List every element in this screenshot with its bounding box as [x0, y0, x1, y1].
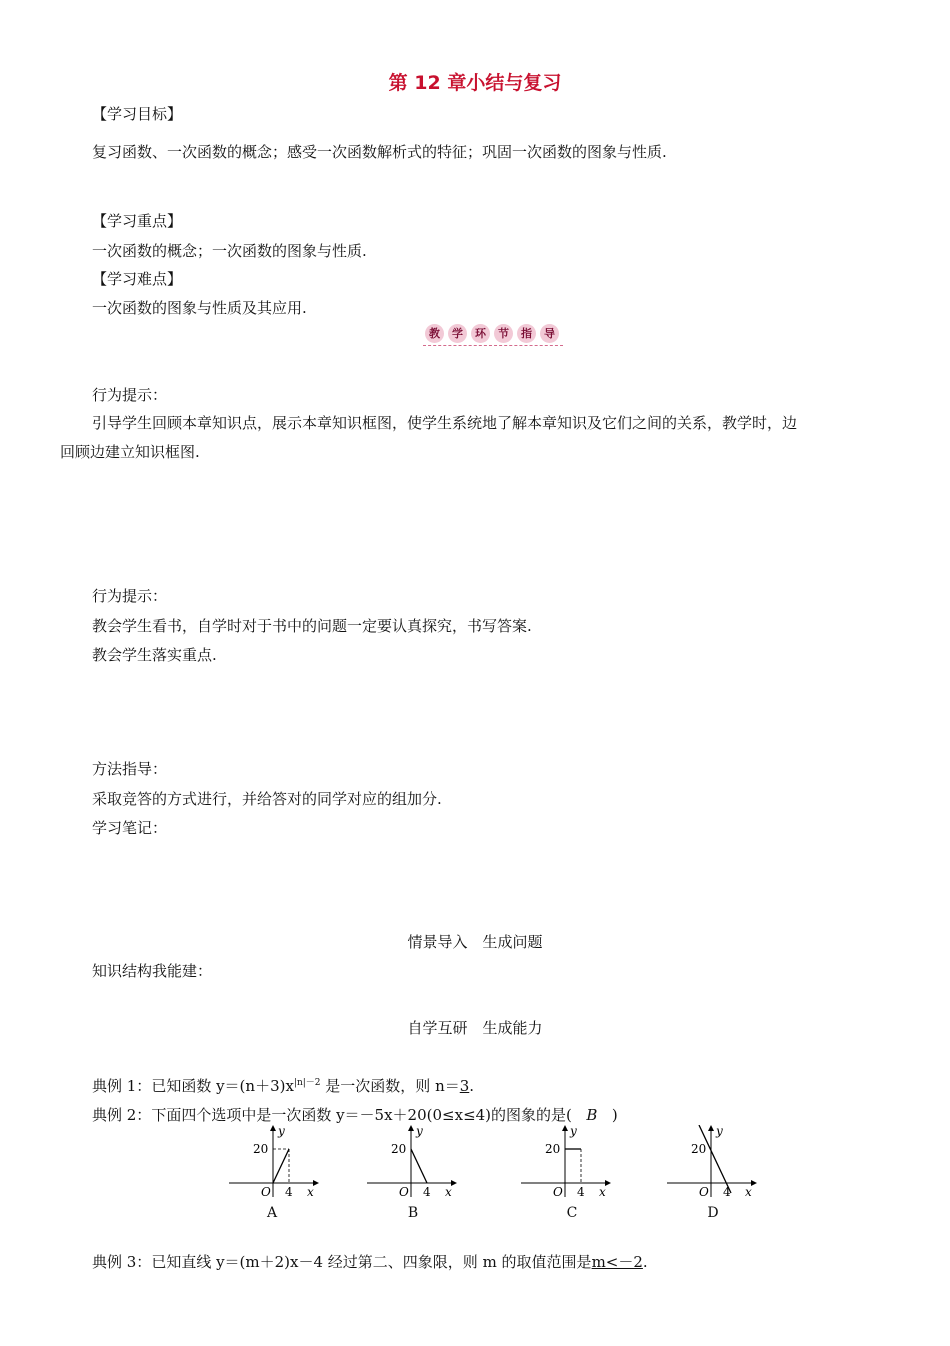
graph-option-c [517, 1125, 612, 1200]
example-label: 典例 1： [92, 1077, 152, 1095]
x-axis-label: x [445, 1185, 452, 1199]
x-axis-label: x [599, 1185, 606, 1199]
example-text: 下面四个选项中是一次函数 y＝－5x＋20(0≤x≤4)的图象的是( [151, 1106, 572, 1124]
example-end: . [469, 1077, 475, 1095]
knowledge-label: 知识结构我能建： [92, 962, 213, 980]
exponent: |n|－2 [293, 1078, 321, 1088]
graph-option-a [225, 1125, 320, 1200]
example-end: ) [611, 1106, 618, 1124]
origin-label: O [699, 1185, 709, 1199]
banner-char: 指 [517, 324, 536, 343]
answer: m<－2 [591, 1253, 643, 1271]
behavior-text-line1: 教会学生看书，自学时对于书中的问题一定要认真探究，书写答案. [92, 617, 532, 635]
key-points-text: 一次函数的概念；一次函数的图象与性质. [92, 242, 367, 260]
objectives-heading: 【学习目标】 [92, 105, 183, 123]
example-end: . [642, 1253, 648, 1271]
origin-label: O [261, 1185, 271, 1199]
x-tick-label: 4 [285, 1185, 293, 1199]
behavior-label: 行为提示： [92, 587, 168, 605]
example3 [92, 1251, 648, 1272]
method-label: 方法指导： [92, 760, 168, 778]
banner-char: 环 [471, 324, 490, 343]
behavior-label: 行为提示： [92, 386, 168, 404]
y-axis-label: y [716, 1125, 723, 1138]
example-text: 已知直线 y＝(m＋2)x－4 经过第二、四象限，则 m 的取值范围是 [151, 1253, 592, 1271]
section-heading: 情景导入 生成问题 [407, 933, 543, 951]
example-label: 典例 2： [92, 1106, 152, 1124]
x-axis-label: x [307, 1185, 314, 1199]
example2 [92, 1104, 618, 1125]
banner-char: 节 [494, 324, 513, 343]
answer: B [586, 1106, 598, 1124]
option-label-a: A [266, 1205, 278, 1221]
y-axis-label: y [278, 1125, 285, 1138]
origin-label: O [399, 1185, 409, 1199]
x-tick-label: 4 [423, 1185, 431, 1199]
y-tick-label: 20 [253, 1142, 269, 1156]
y-tick-label: 20 [545, 1142, 561, 1156]
notes-label: 学习笔记： [92, 819, 168, 837]
graph-option-d [663, 1125, 758, 1200]
x-axis-label: x [745, 1185, 752, 1199]
origin-label: O [553, 1185, 563, 1199]
graph-option-b [363, 1125, 458, 1200]
banner-char: 教 [425, 324, 444, 343]
option-label-c: C [566, 1205, 578, 1221]
answer: 3 [459, 1077, 470, 1095]
y-tick-label: 20 [391, 1142, 407, 1156]
y-axis-label: y [416, 1125, 423, 1138]
example1 [92, 1075, 474, 1096]
example-text: 是一次函数，则 n＝ [320, 1077, 460, 1095]
difficulties-text: 一次函数的图象与性质及其应用. [92, 299, 307, 317]
option-label-d: D [707, 1205, 719, 1221]
example-text: 已知函数 y＝(n＋3)x [151, 1077, 294, 1095]
objectives-text: 复习函数、一次函数的概念；感受一次函数解析式的特征；巩固一次函数的图象与性质. [92, 143, 667, 161]
page-title: 第 12 章小结与复习 [388, 72, 562, 94]
behavior-text-line1: 引导学生回顾本章知识点，展示本章知识框图，使学生系统地了解本章知识及它们之间的关系，教学时，边 [92, 414, 798, 432]
banner-underline [423, 345, 563, 346]
x-tick-label: 4 [577, 1185, 585, 1199]
key-points-heading: 【学习重点】 [92, 212, 183, 230]
example-label: 典例 3： [92, 1253, 152, 1271]
method-text: 采取竞答的方式进行，并给答对的同学对应的组加分. [92, 790, 442, 808]
y-axis-label: y [570, 1125, 577, 1138]
difficulties-heading: 【学习难点】 [92, 270, 183, 288]
banner-char: 学 [448, 324, 467, 343]
y-tick-label: 20 [691, 1142, 707, 1156]
teaching-guide-banner [423, 321, 563, 347]
section-heading: 自学互研 生成能力 [407, 1019, 543, 1037]
option-label-b: B [407, 1205, 419, 1221]
x-tick-label: 4 [723, 1185, 731, 1199]
behavior-text-line2: 回顾边建立知识框图. [60, 443, 200, 461]
behavior-text-line2: 教会学生落实重点. [92, 646, 217, 664]
banner-char: 导 [540, 324, 559, 343]
